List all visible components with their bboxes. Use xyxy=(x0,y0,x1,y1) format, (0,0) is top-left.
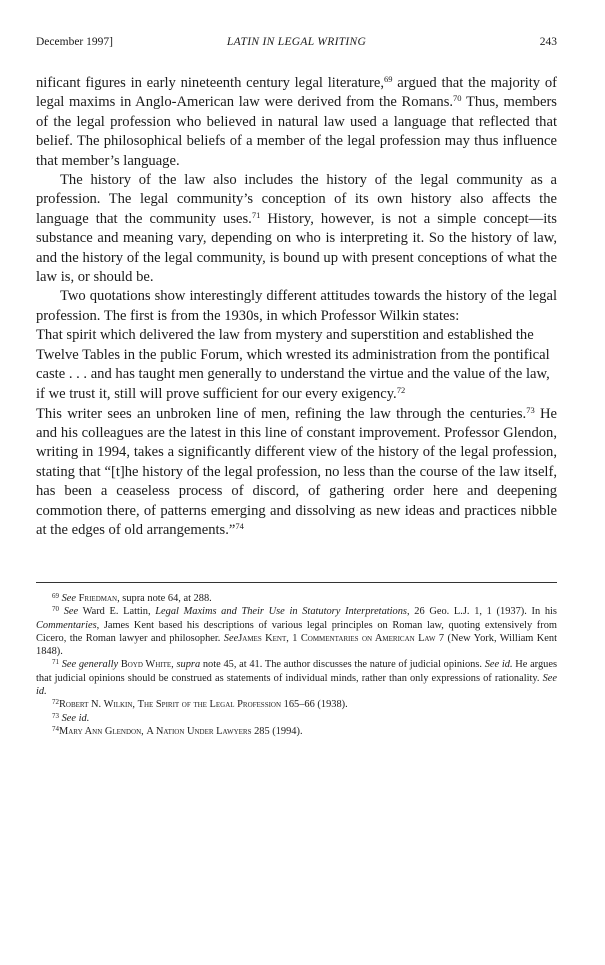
signal: See xyxy=(63,606,79,618)
paragraph-1 xyxy=(36,74,557,171)
page-number: 243 xyxy=(539,36,557,48)
signal: See id. xyxy=(36,672,557,698)
footnote-number: 72 xyxy=(52,698,59,707)
running-header xyxy=(36,36,557,52)
text-run: He and his colleagues are the latest in this line of constant improvement. Professor Glendon, writing in 1994, takes a significantly different view of the history of the legal profession, stating that “[t]he history of the legal profession, no less than the course of the law itself, has been a ceaseless process of discord, of gathering order here and deepening commotion there, of patterns emerging and dissolving as new ideas and practices nibble at the edges of old arrangements.” xyxy=(36,405,557,539)
author: Mary Ann Glendon xyxy=(59,725,142,737)
citation-text: , xyxy=(141,725,147,737)
footnote-70 xyxy=(36,605,557,658)
text-run: Thus, members of the legal profession who believed in natural law used a language that reflected that belief. The philosophical beliefs of a member of the legal profession may thus influence that member’s language. xyxy=(36,94,557,169)
book-title: Commentaries on American Law xyxy=(300,632,436,644)
text-run: The history of the law also includes the history of the legal community as a profession. The legal community’s conception of its own history also affects the language that the community uses. xyxy=(36,172,557,227)
paragraph-4 xyxy=(36,405,557,541)
footnote-ref[interactable]: 69 xyxy=(384,74,393,84)
text-run: This writer sees an unbroken line of men, refining the law through the centuries. xyxy=(36,405,527,422)
text-run: argued that the majority of legal maxims in Anglo-American law were derived from the Romans. xyxy=(36,75,557,111)
footnote-ref[interactable]: 74 xyxy=(235,521,244,532)
footnote-ref[interactable]: 70 xyxy=(453,93,462,104)
footnote-ref[interactable]: 73 xyxy=(526,404,535,415)
signal: See xyxy=(61,593,77,604)
text-run: nificant figures in early nineteenth century legal literature, xyxy=(36,75,385,91)
signal: See xyxy=(223,632,239,644)
citation-text: , xyxy=(132,699,138,711)
citation-text: He argues that judicial opinions should be construed as statements of individual minds, rather than only expressions of rationality. xyxy=(36,659,558,684)
footnote-number: 70 xyxy=(52,605,59,614)
author: Friedman xyxy=(78,593,118,604)
article-title: Legal Maxims and Their Use in Statutory Interpretations xyxy=(155,606,407,618)
footnote-number: 73 xyxy=(52,711,59,720)
citation-text: , 26 Geo. L.J. 1, 1 (1937). In his xyxy=(406,606,557,618)
citation-text: , James Kent based his descriptions of various legal principles on Roman law, quoting extensively from Cicero, the Roman lawyer and philosopher. xyxy=(36,619,557,644)
footnote-ref[interactable]: 71 xyxy=(251,209,261,220)
body-text xyxy=(36,74,557,541)
citation-text: note 45, at 41. The author discusses the nature of judicial opinions. xyxy=(200,659,485,671)
book-title: A Nation Under Lawyers xyxy=(146,725,252,737)
citation-text: Ward E. Lattin, xyxy=(78,606,156,618)
text-run: History, however, is not a simple concept—its substance and meaning vary, depending on who is interpreting it. So the history of law, and the history of the legal community, is bound up with present conceptions of what the law is, or should be. xyxy=(36,210,557,286)
footnote-number: 69 xyxy=(52,592,59,600)
footnote-71 xyxy=(36,658,557,698)
signal: See generally xyxy=(61,659,119,671)
citation-text: 285 (1994). xyxy=(251,725,303,737)
footnote-74 xyxy=(36,725,557,738)
footnote-divider xyxy=(36,582,557,583)
citation-text: 7 (New York, William Kent 1848). xyxy=(36,632,557,658)
quote-text: That spirit which delivered the law from mystery and superstition and established the Twelve Tables in the public Forum, which wrested its administration from the pontifical caste . . . and has taught men generally to understand the virtue and the value of the law, if we trust it, still will prove sufficient for our every exigency. xyxy=(36,327,550,403)
citation-text: 165–66 (1938). xyxy=(281,699,348,711)
citation-text: , supra note 64, at 288. xyxy=(117,593,212,604)
author: Boyd White xyxy=(120,659,172,671)
signal: See id. xyxy=(484,659,513,671)
author: James Kent xyxy=(238,632,287,644)
paragraph-3: Two quotations show interestingly different attitudes towards the history of the legal profession. The first is from the 1930s, in which Professor Wilkin states: xyxy=(36,288,557,324)
footnote-number: 71 xyxy=(52,658,59,667)
footnotes xyxy=(36,592,557,738)
block-quote xyxy=(36,326,557,404)
book-title: The Spirit of the Legal Profession xyxy=(137,699,282,711)
book-title: Commentaries xyxy=(36,619,97,631)
citation-text: , 1 xyxy=(286,632,301,644)
footnote-number: 74 xyxy=(52,724,59,733)
author: Robert N. Wilkin xyxy=(59,699,133,711)
signal: , supra xyxy=(171,659,201,671)
footnote-73 xyxy=(36,712,557,725)
header-date: December 1997] xyxy=(36,36,113,48)
footnote-ref[interactable]: 72 xyxy=(396,385,406,396)
header-title: LATIN IN LEGAL WRITING xyxy=(226,36,367,48)
signal: See id. xyxy=(61,712,90,724)
paragraph-2 xyxy=(36,171,557,287)
footnote-72 xyxy=(36,698,557,711)
footnote-69 xyxy=(36,592,557,605)
